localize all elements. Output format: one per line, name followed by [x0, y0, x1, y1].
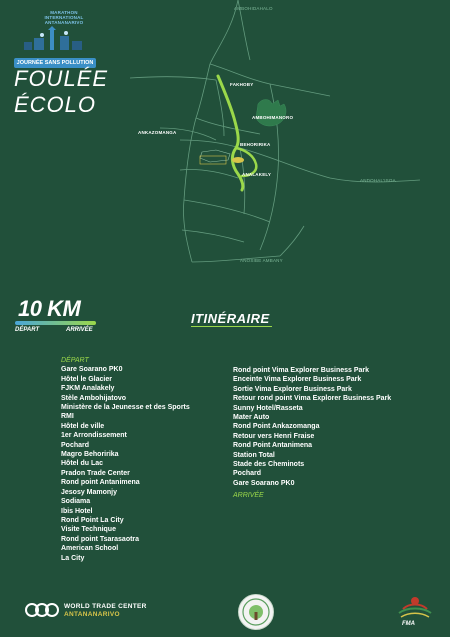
- distance-value: 10 KM: [18, 296, 81, 321]
- itinerary-left-column: [61, 356, 190, 563]
- wtc-name: [64, 603, 147, 618]
- route-stop: Rond point Tsarasaotra: [61, 535, 140, 543]
- route-stop: Rond Point Ankazomanga: [233, 423, 320, 431]
- route-stop: Sortie Vima Explorer Business Park: [233, 385, 352, 393]
- route-stop: Mater Auto: [233, 414, 270, 422]
- itinerary-right-column: [233, 366, 391, 501]
- logo-banner: JOURNÉE SANS POLLUTION: [14, 58, 96, 68]
- route-stop: Stade des Cheminots: [233, 461, 305, 469]
- wtc-logo-icon: [25, 601, 59, 619]
- route-stop: Sunny Hotel/Rasseta: [233, 404, 303, 412]
- route-stop: Pochard: [233, 470, 262, 478]
- map-roads: [120, 0, 450, 270]
- route-stop: Rond point Vima Explorer Business Park: [233, 367, 370, 374]
- logo-text: MARATHON INTERNATIONAL ANTANANARIVO: [44, 10, 84, 25]
- map-label-faravohitra: FAKHOBY: [230, 82, 254, 87]
- route-stop: Gare Soarano PK0: [233, 479, 295, 487]
- route-map: [120, 0, 450, 270]
- route-stop: Ministère de la Jeunesse et des Sports: [61, 404, 190, 412]
- route-line: [218, 76, 243, 190]
- route-stop: Hôtel le Glacier: [61, 375, 112, 383]
- distance-end-label: ARRIVÉE: [66, 327, 93, 333]
- map-label-ambodinandohalo: AMBOHIDAHALO: [234, 6, 273, 11]
- route-stop: Magro Behoririka: [61, 451, 119, 459]
- route-stop: Rond Point La City: [61, 516, 124, 524]
- map-label-behoririka: BEHORIRIKA: [240, 142, 271, 147]
- route-stop: Enceinte Vima Explorer Business Park: [233, 376, 362, 384]
- route-stop: La City: [61, 554, 85, 562]
- fma-label: FMA: [402, 621, 415, 627]
- title-line-1: FOULÉE: [14, 66, 109, 91]
- forest-area: [256, 100, 286, 127]
- itinerary-underline: [191, 326, 272, 327]
- start-marker-label: DÉPART: [61, 357, 89, 364]
- route-stop: Hôtel du Lac: [61, 460, 104, 468]
- route-stop: Visite Technique: [61, 526, 116, 534]
- end-marker-label: ARRIVÉE: [233, 492, 264, 500]
- event-logo: [14, 8, 96, 66]
- map-label-analakely: ANALAKELY: [242, 172, 272, 177]
- city-seal-icon: [238, 594, 274, 630]
- route-stop: Sodiama: [61, 498, 91, 506]
- route-stop: Pradon Trade Center: [61, 469, 130, 477]
- title-line-2: ÉCOLO: [14, 92, 97, 117]
- route-stop: Station Total: [233, 451, 275, 459]
- fma-logo-icon: [395, 587, 435, 627]
- route-stop: Stèle Ambohijatovo: [61, 394, 127, 402]
- route-stop: Hôtel de ville: [61, 422, 105, 430]
- route-stop: Retour vers Henri Fraise: [233, 432, 315, 440]
- map-label-ankazomanga: ANKAZOMANGA: [138, 130, 177, 135]
- route-stop: RMI: [61, 413, 74, 421]
- route-stop: Ibis Hotel: [61, 507, 93, 515]
- map-label-anosibe: ANOSIBE AMBANY: [240, 258, 283, 263]
- route-stop: 1er Arrondissement: [61, 432, 127, 440]
- wtc-line-2: ANTANANARIVO: [64, 610, 120, 618]
- route-stop: Pochard: [61, 441, 90, 449]
- route-stop: Rond point Antanimena: [61, 479, 140, 487]
- start-finish-banner: [200, 156, 226, 164]
- route-stop: American School: [61, 545, 119, 553]
- itinerary-heading: ITINÉRAIRE: [191, 311, 270, 326]
- map-label-ambohijatovo: AMBOHIMANORO: [252, 115, 294, 120]
- map-label-andohalo: ANDOHAL'ISOA: [360, 178, 396, 183]
- route-stop: FJKM Analakely: [61, 385, 115, 393]
- route-stop: Jesosy Mamonjy: [61, 488, 118, 496]
- route-stop: Gare Soarano PK0: [61, 366, 123, 374]
- route-stop: Rond Point Antanimena: [233, 442, 313, 450]
- event-title: [14, 66, 108, 118]
- distance-start-label: DÉPART: [15, 327, 40, 333]
- route-stop: Retour rond point Vima Explorer Business Park: [233, 395, 392, 403]
- start-marker: [232, 157, 244, 163]
- distance-bar: [15, 321, 96, 325]
- skyline-icon: [18, 26, 92, 52]
- wtc-line-1: WORLD TRADE CENTER: [64, 603, 147, 610]
